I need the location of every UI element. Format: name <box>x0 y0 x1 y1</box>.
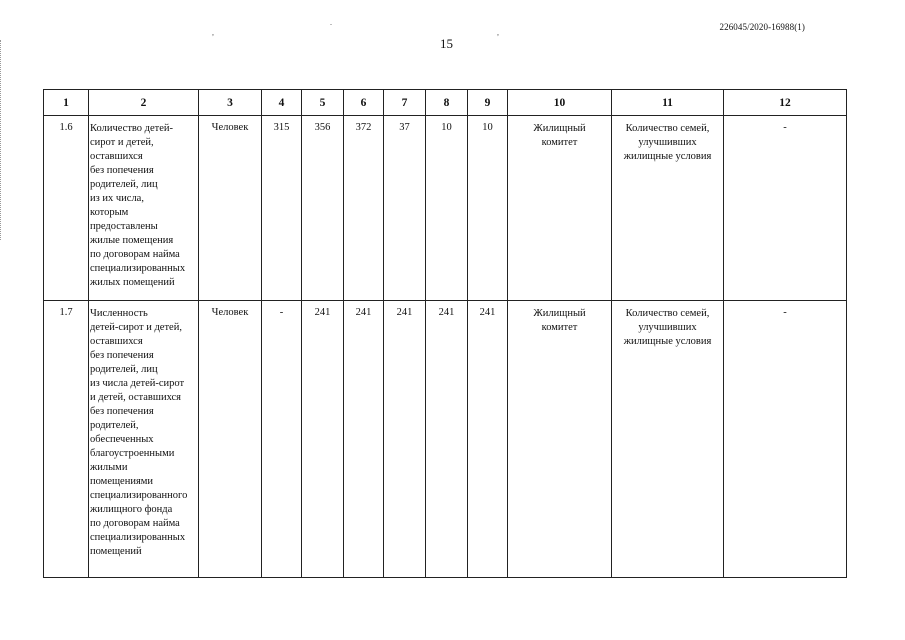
scan-speck: , <box>212 28 214 37</box>
note-cell: - <box>724 301 847 578</box>
description-line: жилищного фонда <box>90 504 173 515</box>
value-cell: 372 <box>344 116 384 301</box>
description-line: по договорам найма <box>90 249 180 260</box>
description-line: родителей, лиц <box>90 364 158 375</box>
page-number: 15 <box>440 36 453 51</box>
value-cell: 315 <box>262 116 302 301</box>
description-line: жилые помещения <box>90 235 174 246</box>
description-line: благоустроенными <box>90 448 175 459</box>
description-line: Численность <box>90 308 148 319</box>
value-cell: 10 <box>468 116 508 301</box>
header-row <box>44 90 847 116</box>
row-description <box>89 116 199 301</box>
description-line: по договорам найма <box>90 518 180 529</box>
note-cell: - <box>724 116 847 301</box>
indicator-line: Количество семей, <box>625 123 710 134</box>
responsible-line: комитет <box>541 137 578 148</box>
column-header: 3 <box>199 90 262 116</box>
description-line: жилыми <box>90 462 128 473</box>
description-line: оставшихся <box>90 151 143 162</box>
description-line: специализированных <box>90 263 186 274</box>
document-number: 226045/2020-16988(1) <box>719 22 805 32</box>
description-line: без попечения <box>90 406 154 417</box>
column-header: 2 <box>89 90 199 116</box>
description-line: детей-сирот и детей, <box>90 322 182 333</box>
description-line: из их числа, <box>90 193 144 204</box>
description-line: оставшихся <box>90 336 143 347</box>
description-line: жилых помещений <box>90 277 175 288</box>
indicator-line: жилищные условия <box>623 336 712 347</box>
value-cell: 356 <box>302 116 344 301</box>
responsible-line: комитет <box>541 322 578 333</box>
description-line: помещениями <box>90 476 154 487</box>
description-line: обеспеченных <box>90 434 154 445</box>
column-header: 5 <box>302 90 344 116</box>
scan-margin-mark <box>0 40 3 240</box>
value-cell: - <box>262 301 302 578</box>
column-header: 12 <box>724 90 847 116</box>
description-line: из числа детей-сирот <box>90 378 185 389</box>
row-description <box>89 301 199 578</box>
value-cell: 241 <box>302 301 344 578</box>
column-header: 1 <box>44 90 89 116</box>
description-line: предоставлены <box>90 221 158 232</box>
value-cell: 10 <box>426 116 468 301</box>
description-line: помещений <box>90 546 142 557</box>
column-header: 6 <box>344 90 384 116</box>
column-header: 9 <box>468 90 508 116</box>
description-line: родителей, <box>90 420 139 431</box>
indicator-cell <box>612 116 724 301</box>
unit-cell: Человек <box>199 116 262 301</box>
description-line: которым <box>90 207 129 218</box>
responsible-cell <box>508 301 612 578</box>
description-line: и детей, оставшихся <box>90 392 182 403</box>
responsible-line: Жилищный <box>533 123 586 134</box>
table-row <box>44 116 847 301</box>
scan-speck: , <box>497 28 499 37</box>
description-line: без попечения <box>90 165 154 176</box>
table-row <box>44 301 847 578</box>
row-number: 1.6 <box>44 116 89 301</box>
row-number: 1.7 <box>44 301 89 578</box>
column-header: 7 <box>384 90 426 116</box>
scan-speck: . <box>330 18 332 27</box>
column-header: 4 <box>262 90 302 116</box>
value-cell: 241 <box>344 301 384 578</box>
responsible-cell <box>508 116 612 301</box>
column-header: 10 <box>508 90 612 116</box>
description-line: Количество детей- <box>90 123 174 134</box>
indicator-line: Количество семей, <box>625 308 710 319</box>
indicator-line: жилищные условия <box>623 151 712 162</box>
column-header: 11 <box>612 90 724 116</box>
description-line: без попечения <box>90 350 154 361</box>
description-line: специализированного <box>90 490 188 501</box>
indicator-line: улучшивших <box>638 322 697 333</box>
value-cell: 241 <box>384 301 426 578</box>
value-cell: 241 <box>468 301 508 578</box>
description-line: специализированных <box>90 532 186 543</box>
column-header: 8 <box>426 90 468 116</box>
value-cell: 37 <box>384 116 426 301</box>
indicator-line: улучшивших <box>638 137 697 148</box>
responsible-line: Жилищный <box>533 308 586 319</box>
unit-cell: Человек <box>199 301 262 578</box>
data-table <box>43 89 847 578</box>
description-line: родителей, лиц <box>90 179 158 190</box>
description-line: сирот и детей, <box>90 137 154 148</box>
indicator-cell <box>612 301 724 578</box>
value-cell: 241 <box>426 301 468 578</box>
